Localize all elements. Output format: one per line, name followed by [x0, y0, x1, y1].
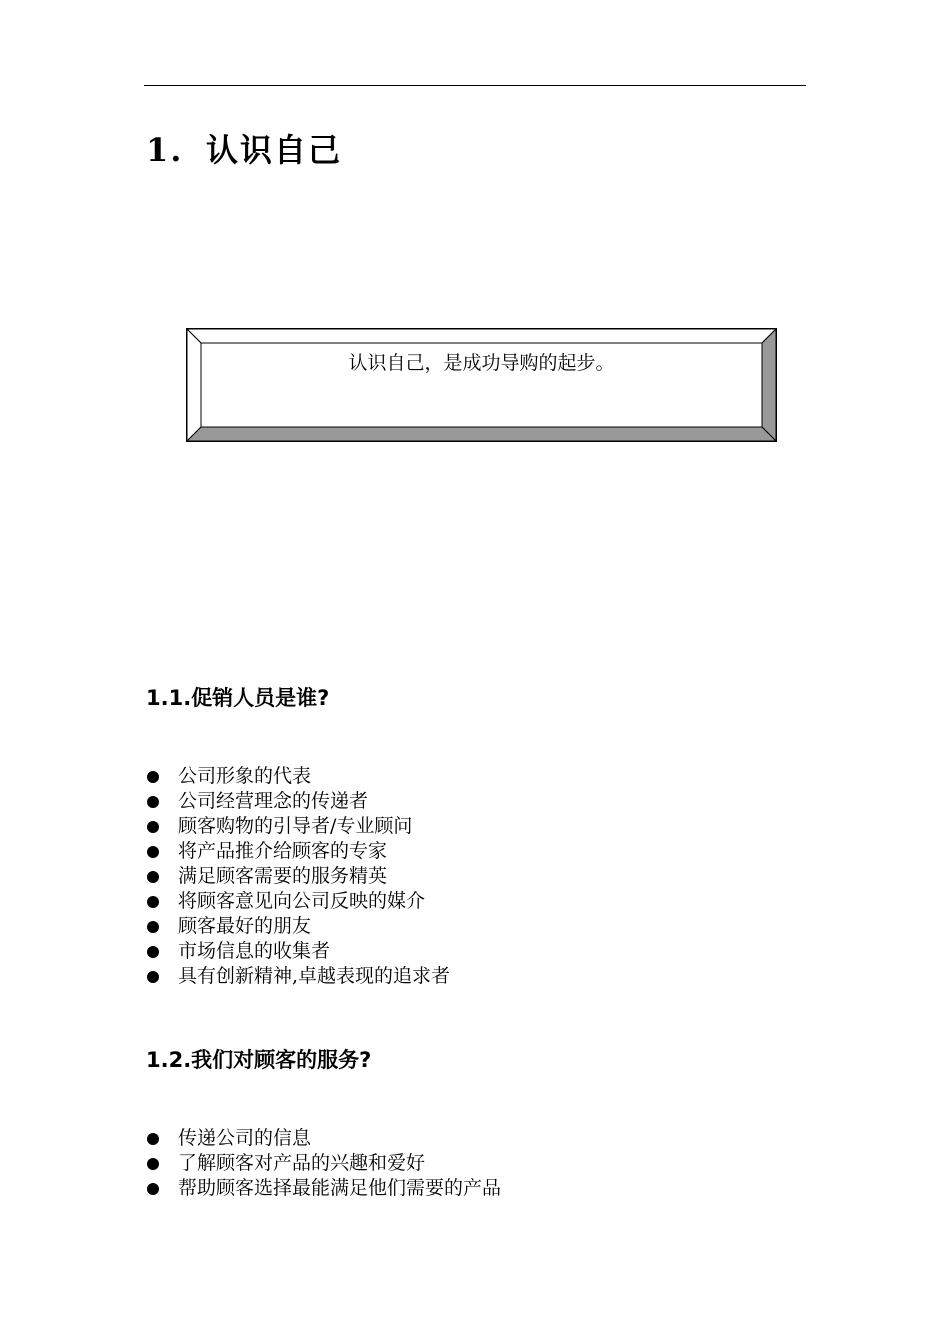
bullet-icon [147, 946, 159, 958]
chapter-number: 1. [146, 131, 184, 169]
chapter-title-text: 认识自己 [206, 131, 343, 169]
bullet-icon [147, 796, 159, 808]
bullet-icon [147, 1133, 159, 1145]
bullet-icon [147, 821, 159, 833]
bullet-icon [147, 871, 159, 883]
section-heading-1-2: 1.2.我们对顾客的服务? [146, 1048, 372, 1072]
bullet-icon [147, 896, 159, 908]
bevel-frame [186, 328, 777, 442]
callout-text: 认识自己，是成功导购的起步。 [348, 352, 615, 374]
header-rule [144, 85, 806, 86]
section-heading-1-1: 1.1.促销人员是谁? [146, 686, 330, 710]
bullet-icon [147, 846, 159, 858]
bullet-icon [147, 1183, 159, 1195]
bullet-icon [147, 971, 159, 983]
bullet-icon [147, 771, 159, 783]
bullet-icon [147, 921, 159, 933]
chapter-title [146, 126, 342, 174]
callout-box [186, 328, 777, 442]
bullet-icon [147, 1158, 159, 1170]
